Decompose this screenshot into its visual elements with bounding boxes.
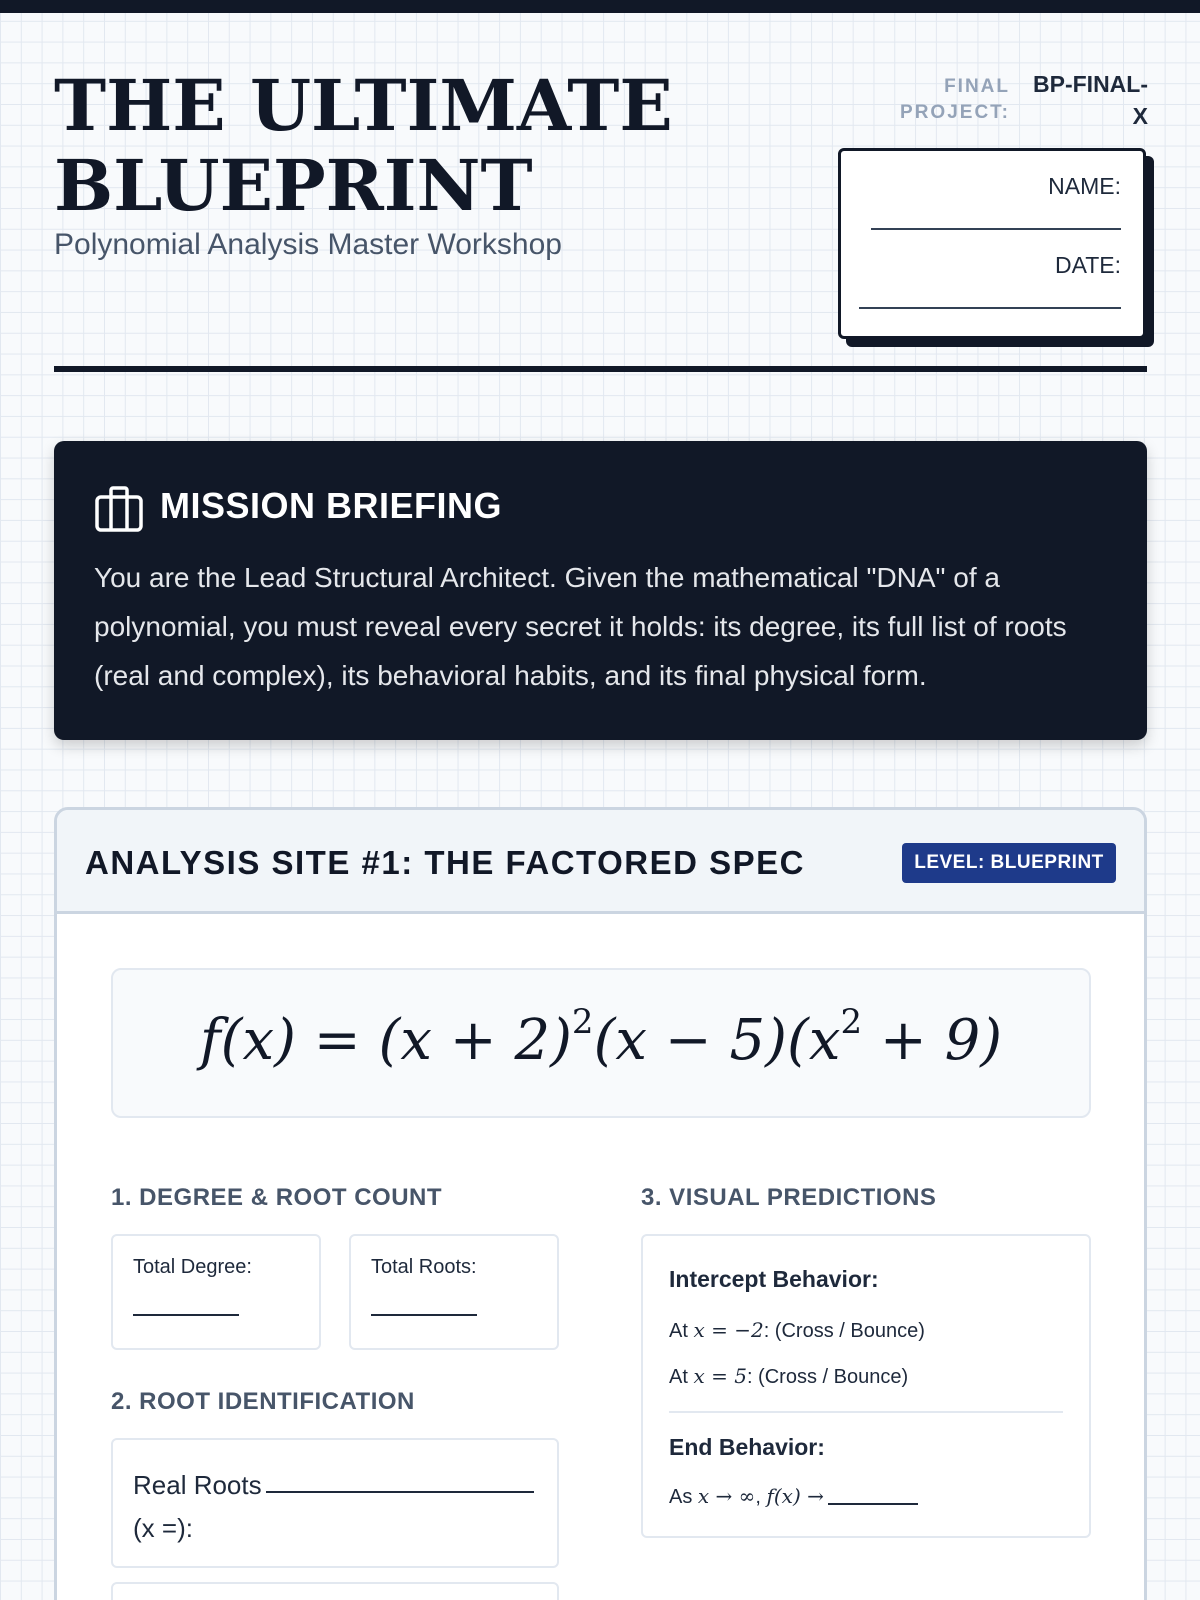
- top-bar: [0, 0, 1200, 13]
- roots-answer-field[interactable]: [371, 1314, 477, 1316]
- title-line-1: THE ULTIMATE: [54, 64, 673, 147]
- real-roots-label: Real Roots (x =):: [133, 1470, 262, 1543]
- briefing-title: MISSION BRIEFING: [160, 485, 503, 526]
- name-label: NAME:: [1048, 173, 1121, 199]
- roots-card: [349, 1234, 559, 1350]
- visual-predictions-card: [641, 1234, 1091, 1538]
- name-field[interactable]: [871, 228, 1121, 230]
- formula-box: [111, 968, 1091, 1118]
- mission-briefing: [54, 441, 1147, 740]
- analysis-site-card: [54, 807, 1147, 1600]
- intercept-heading: Intercept Behavior:: [669, 1266, 879, 1292]
- header-divider: [54, 366, 1147, 372]
- site-title: ANALYSIS SITE #1: THE FACTORED SPEC: [85, 844, 805, 881]
- section-visual-heading: 3. VISUAL PREDICTIONS: [641, 1184, 937, 1211]
- real-roots-field[interactable]: [266, 1491, 534, 1493]
- level-badge: LEVEL: BLUEPRINT: [902, 843, 1116, 883]
- section-degree-heading: 1. DEGREE & ROOT COUNT: [111, 1184, 443, 1211]
- title-line-2: BLUEPRINT: [54, 144, 533, 227]
- site-header: [57, 810, 1144, 914]
- page-title: [54, 66, 673, 226]
- intercept-row-1: At x = −2: (Cross / Bounce): [669, 1318, 925, 1342]
- degree-answer-field[interactable]: [133, 1314, 239, 1316]
- briefing-text: You are the Lead Structural Architect. Given the mathematical "DNA" of a polynomial, you must reveal every secret it holds: its degree, its full list of roots (real and complex), its behavioral habits, and its final physical form.: [94, 562, 1067, 691]
- intercept-row-2: At x = 5: (Cross / Bounce): [669, 1364, 909, 1388]
- complex-roots-card: [111, 1582, 559, 1600]
- real-roots-card: [111, 1438, 559, 1568]
- polynomial-formula: $f(x) = (x + 2)^2(x - 5)(x^2 + 9)$: [199, 1002, 1003, 1073]
- end-behavior-heading: End Behavior:: [669, 1434, 825, 1460]
- project-label: FINAL PROJECT:: [900, 76, 1010, 123]
- date-field[interactable]: [859, 307, 1121, 309]
- date-label: DATE:: [1054, 252, 1121, 278]
- end-behavior-row: As x → ∞, f(x) →: [669, 1484, 918, 1509]
- briefcase-icon: [94, 485, 144, 533]
- section-roots-heading: 2. ROOT IDENTIFICATION: [111, 1388, 415, 1415]
- end-behavior-field[interactable]: [828, 1503, 918, 1505]
- degree-label: Total Degree:: [133, 1256, 252, 1278]
- visual-divider: [669, 1411, 1063, 1413]
- degree-card: [111, 1234, 321, 1350]
- project-code: BP-FINAL- X: [1033, 71, 1148, 129]
- page-subtitle: Polynomial Analysis Master Workshop: [54, 228, 562, 261]
- student-info-box: [838, 148, 1146, 339]
- roots-label: Total Roots:: [371, 1256, 477, 1278]
